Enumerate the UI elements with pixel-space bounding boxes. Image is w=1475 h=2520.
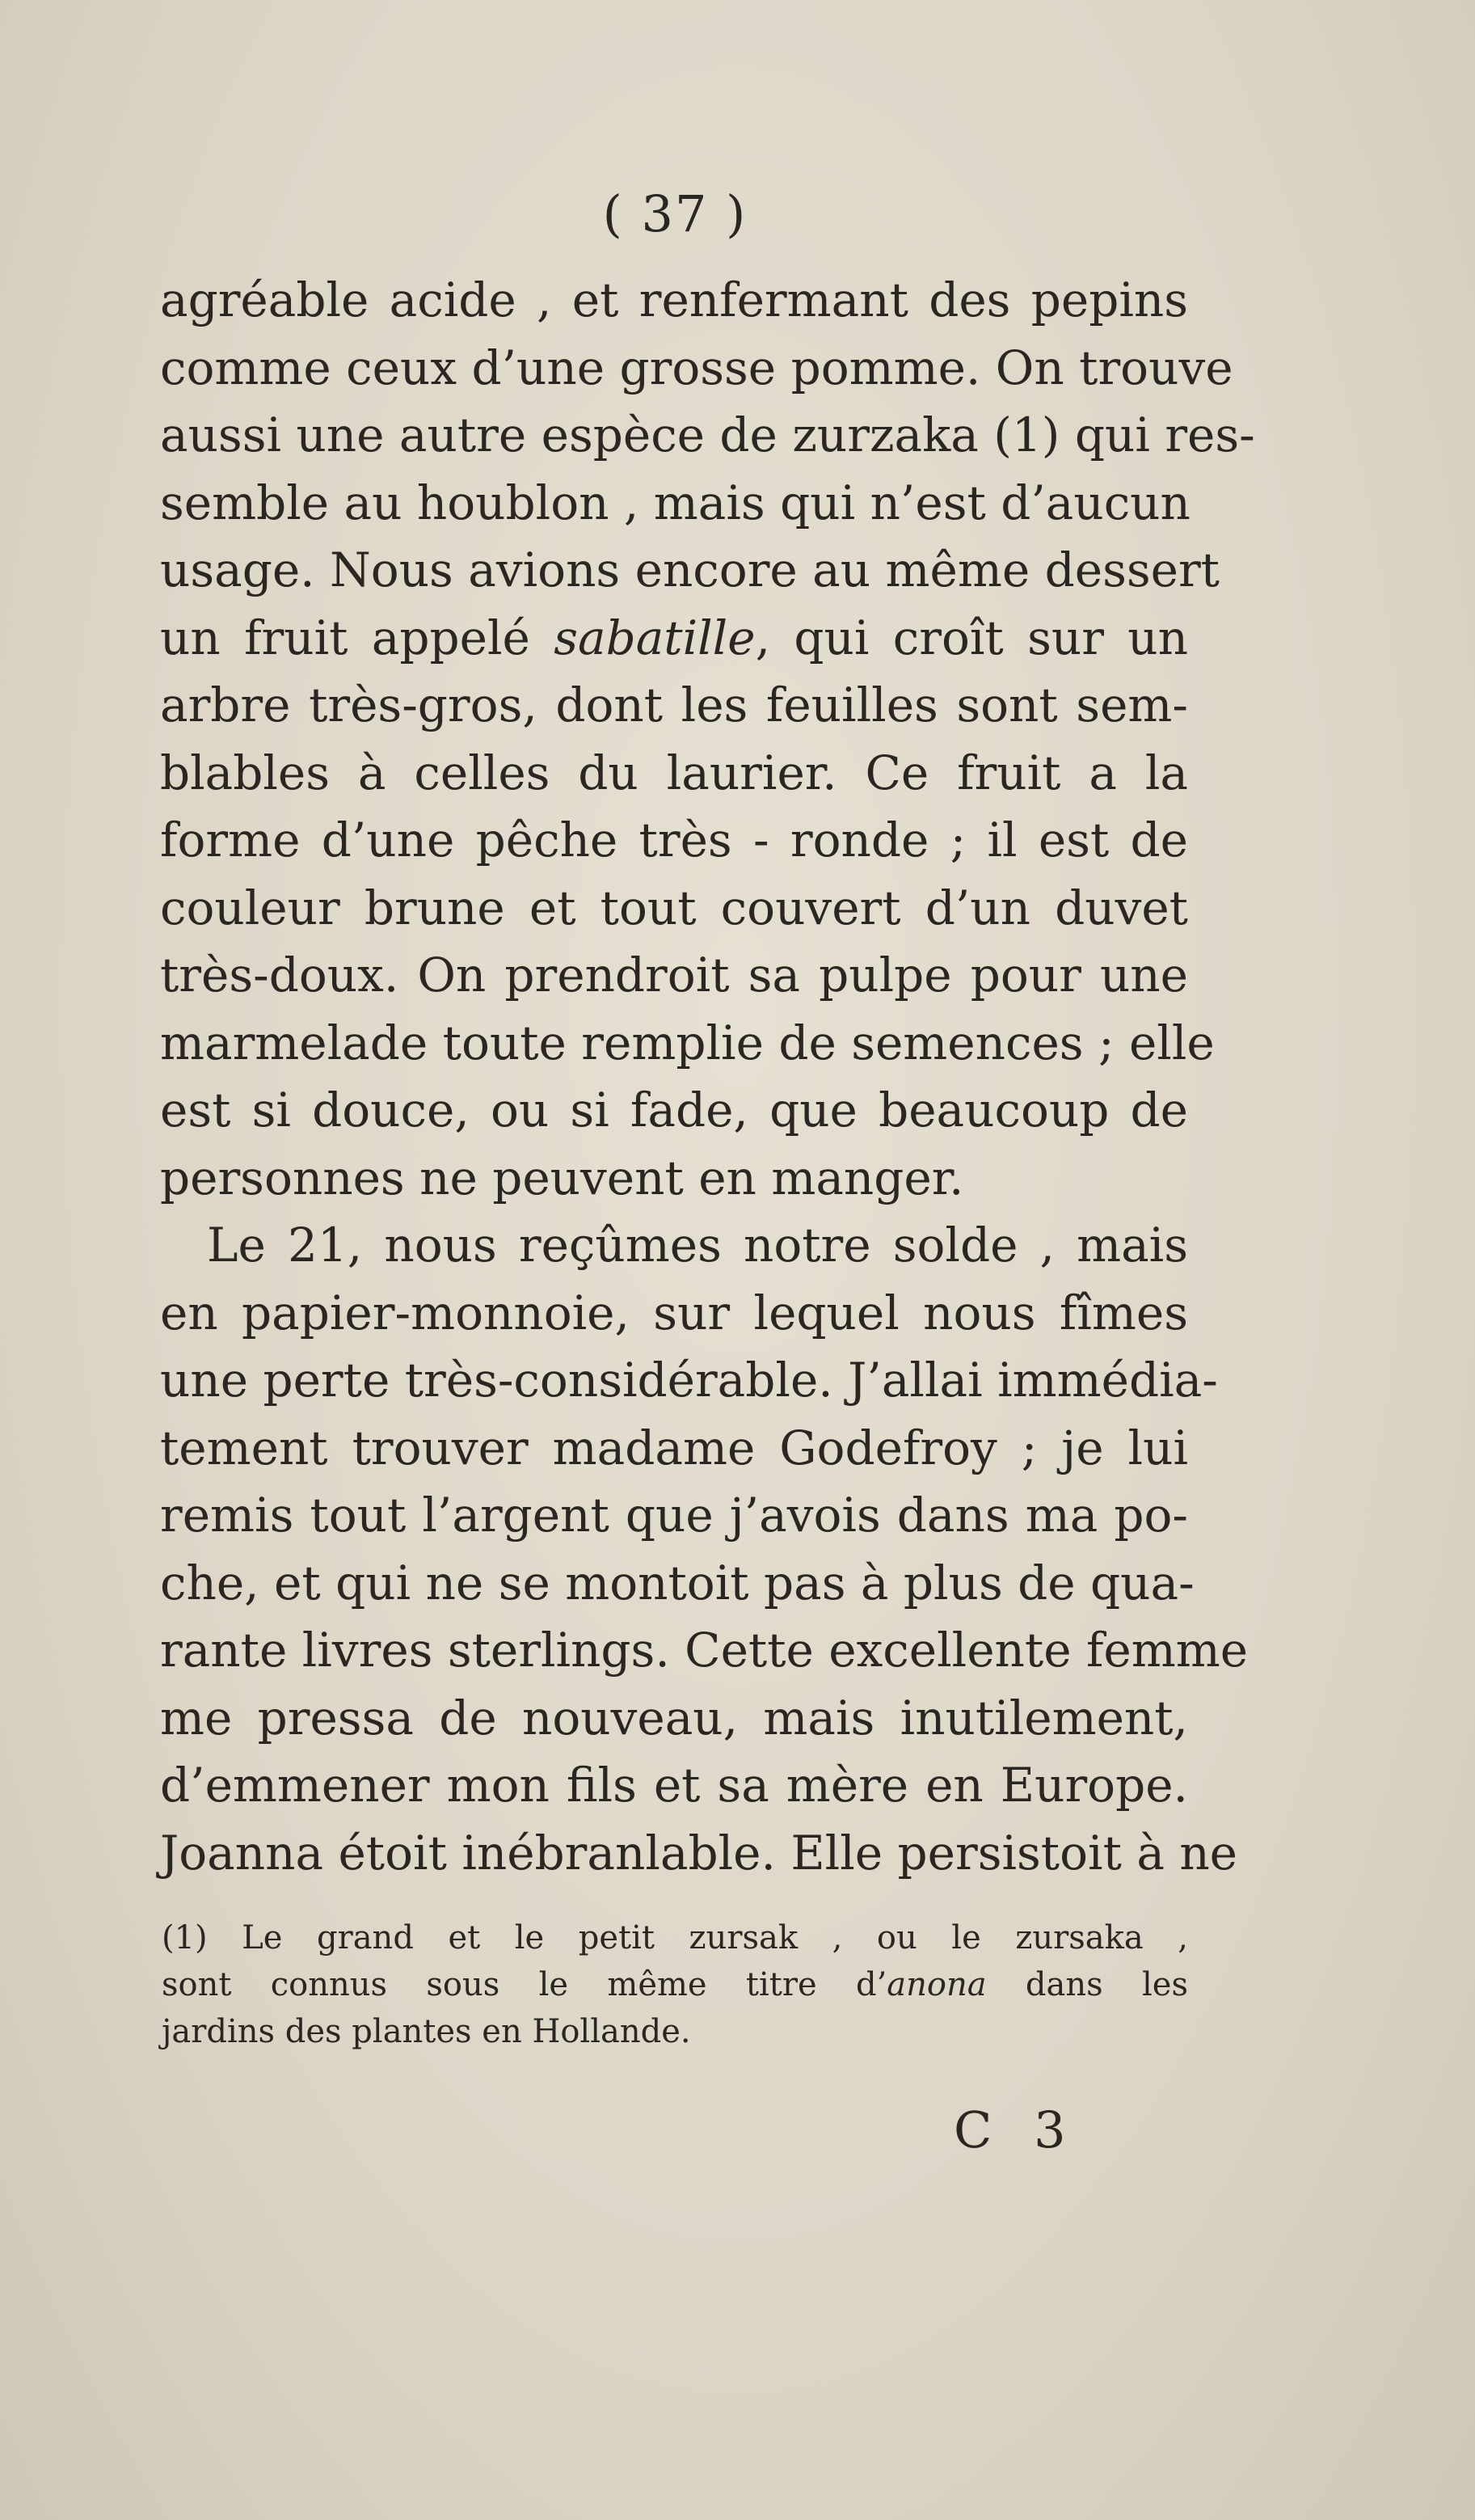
text-line: comme ceux d’une grosse pomme. On trouve [160,340,1233,395]
text-line: agréable acide , et renfermant des pepins [160,272,1188,327]
signature-mark: C 3 [954,2100,1079,2159]
text-segment: , qui croît sur un [755,610,1188,665]
text-line: arbre très-gros, dont les feuilles sont sem- [160,677,1188,732]
text-line: usage. Nous avions encore au même dessert [160,542,1220,597]
page-number: ( 37 ) [602,184,748,243]
text-line: me pressa de nouveau, mais inutilement, [160,1690,1188,1745]
text-line: couleur brune et tout couvert d’un duvet [160,880,1188,935]
text-line: Le 21, nous reçûmes notre solde , mais [207,1218,1188,1273]
footnote [162,1914,1188,2055]
text-line: très-doux. On prendroit sa pulpe pour une [160,948,1188,1003]
text-line: une perte très-considérable. J’allai immédia- [160,1353,1218,1408]
footnote-line: jardins des plantes en Hollande. [162,2013,691,2050]
footnote-line [162,1961,1188,2008]
text-line: en papier-monnoie, sur lequel nous fîmes [160,1285,1188,1340]
text-line: remis tout l’argent que j’avois dans ma po- [160,1488,1188,1543]
body-text [160,267,1255,1887]
text-line [160,605,1188,673]
text-line: tement trouver madame Godefroy ; je lui [160,1420,1188,1475]
text-line: d’emmener mon fils et sa mère en Europe. [160,1758,1188,1813]
text-line: rante livres sterlings. Cette excellente femme [160,1623,1249,1678]
text-line: marmelade toute remplie de semences ; elle [160,1015,1215,1070]
text-segment: un fruit appelé [160,610,554,665]
text-line: personnes ne peuvent en manger. [160,1150,964,1205]
italic-term: sabatille [554,610,756,665]
text-line: che, et qui ne se montoit pas à plus de qua- [160,1555,1195,1610]
text-line: est si douce, ou si fade, que beaucoup de [160,1083,1188,1138]
text-line: aussi une autre espèce de zurzaka (1) qui res- [160,407,1255,462]
footnote-line: (1) Le grand et le petit zursak , ou le zursaka , [162,1919,1188,1956]
text-line: Joanna étoit inébranlable. Elle persistoit à ne [160,1825,1238,1881]
text-segment: sont connus sous le même titre d’ [162,1966,887,2003]
text-line: forme d’une pêche très - ronde ; il est de [160,813,1188,867]
italic-term: anona [887,1966,987,2003]
text-segment: dans les [986,1966,1188,2003]
text-line: semble au houblon , mais qui n’est d’aucun [160,475,1191,530]
text-line: blables à celles du laurier. Ce fruit a la [160,745,1188,800]
